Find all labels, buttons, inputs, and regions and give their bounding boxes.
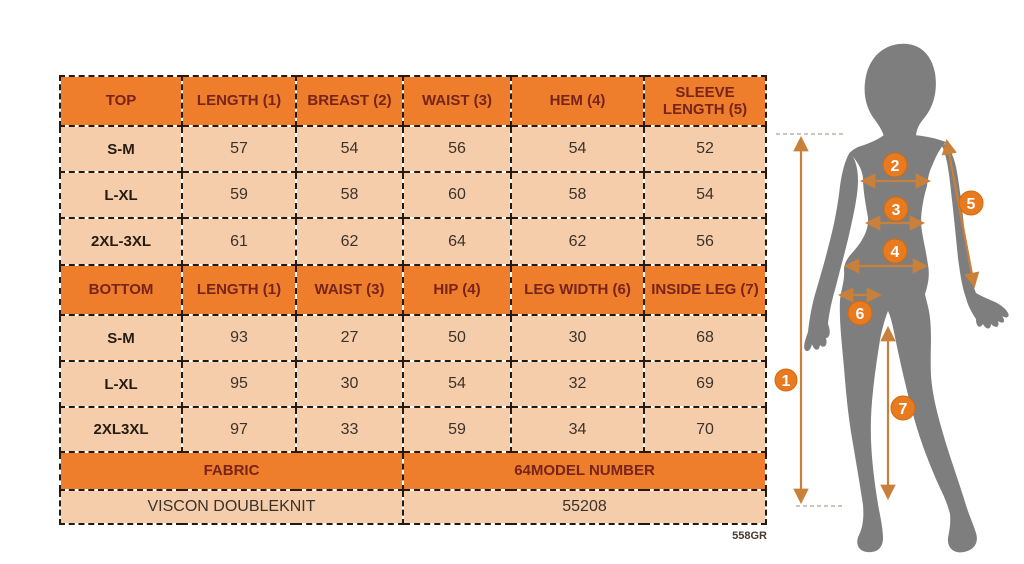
marker-5: [959, 191, 983, 215]
table-row: [60, 218, 766, 265]
header-cell-leg-width: LEG WIDTH (6): [511, 265, 644, 315]
marker-5-label: 5: [966, 196, 976, 213]
value-cell: 97: [182, 407, 296, 452]
value-cell: 95: [182, 361, 296, 407]
body-measurement-diagram: [770, 0, 1024, 564]
value-cell: 60: [403, 172, 511, 218]
model-number-value-cell: 55208: [403, 490, 766, 524]
marker-6: [848, 301, 872, 325]
size-cell: L-XL: [60, 361, 182, 407]
table-row: [60, 361, 766, 407]
table-row: [60, 407, 766, 452]
value-cell: 58: [296, 172, 403, 218]
value-cell: 34: [511, 407, 644, 452]
table-row: [60, 315, 766, 361]
size-cell: S-M: [60, 126, 182, 172]
header-cell-waist: WAIST (3): [403, 76, 511, 126]
silhouette-head: [865, 44, 936, 137]
value-cell: 57: [182, 126, 296, 172]
header-cell-hem: HEM (4): [511, 76, 644, 126]
header-cell-length: LENGTH (1): [182, 76, 296, 126]
value-cell: 61: [182, 218, 296, 265]
header-cell-fabric: FABRIC: [60, 452, 403, 490]
header-cell-breast: BREAST (2): [296, 76, 403, 126]
value-cell: 54: [403, 361, 511, 407]
header-cell-top: TOP: [60, 76, 182, 126]
marker-1-label: 1: [781, 373, 791, 390]
fabric-header-row: [60, 452, 766, 490]
value-cell: 68: [644, 315, 766, 361]
bottom-header-row: [60, 265, 766, 315]
value-cell: 27: [296, 315, 403, 361]
marker-1: [775, 369, 797, 391]
header-cell-bottom: BOTTOM: [60, 265, 182, 315]
size-cell: S-M: [60, 315, 182, 361]
value-cell: 54: [296, 126, 403, 172]
weight-footnote: 558GR: [732, 530, 767, 542]
value-cell: 59: [182, 172, 296, 218]
value-cell: 59: [403, 407, 511, 452]
top-header-row: [60, 76, 766, 126]
header-cell-model-number: 64MODEL NUMBER: [403, 452, 766, 490]
value-cell: 62: [511, 218, 644, 265]
header-cell-sleeve-length: SLEEVE LENGTH (5): [644, 76, 766, 126]
value-cell: 54: [511, 126, 644, 172]
value-cell: 32: [511, 361, 644, 407]
header-cell-hip: HIP (4): [403, 265, 511, 315]
fabric-value-cell: VISCON DOUBLEKNIT: [60, 490, 403, 524]
fabric-value-row: [60, 490, 766, 524]
marker-4-label: 4: [890, 244, 900, 261]
value-cell: 52: [644, 126, 766, 172]
size-cell: L-XL: [60, 172, 182, 218]
marker-6-label: 6: [855, 306, 865, 323]
size-cell: 2XL3XL: [60, 407, 182, 452]
value-cell: 56: [403, 126, 511, 172]
value-cell: 70: [644, 407, 766, 452]
table-row: [60, 126, 766, 172]
marker-3: [884, 197, 908, 221]
value-cell: 54: [644, 172, 766, 218]
marker-7-label: 7: [898, 401, 908, 418]
value-cell: 30: [511, 315, 644, 361]
size-chart-table: [59, 75, 767, 525]
value-cell: 50: [403, 315, 511, 361]
marker-7: [891, 396, 915, 420]
value-cell: 64: [403, 218, 511, 265]
value-cell: 30: [296, 361, 403, 407]
value-cell: 93: [182, 315, 296, 361]
value-cell: 69: [644, 361, 766, 407]
marker-4: [883, 239, 907, 263]
value-cell: 58: [511, 172, 644, 218]
value-cell: 56: [644, 218, 766, 265]
marker-3-label: 3: [891, 202, 901, 219]
value-cell: 62: [296, 218, 403, 265]
header-cell-inside-leg: INSIDE LEG (7): [644, 265, 766, 315]
value-cell: 33: [296, 407, 403, 452]
header-cell-waist: WAIST (3): [296, 265, 403, 315]
marker-2: [883, 153, 907, 177]
header-cell-length: LENGTH (1): [182, 265, 296, 315]
table-row: [60, 172, 766, 218]
size-cell: 2XL-3XL: [60, 218, 182, 265]
female-silhouette: [804, 44, 1008, 553]
marker-2-label: 2: [890, 158, 900, 175]
